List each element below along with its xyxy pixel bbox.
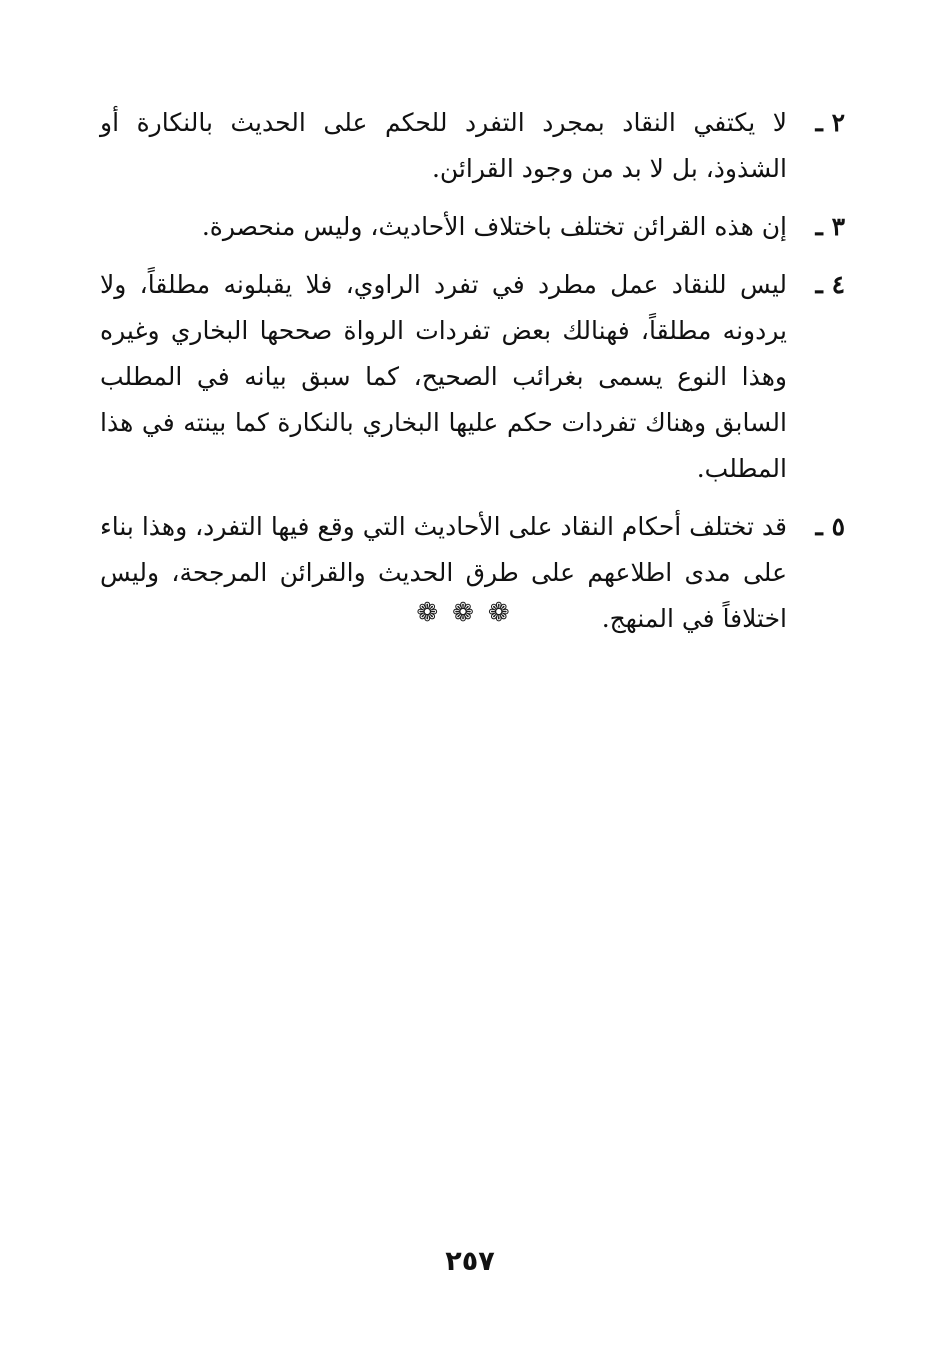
list-item-4	[100, 262, 845, 492]
item-text: ليس للنقاد عمل مطرد في تفرد الراوي، فلا يقبلونه مطلقاً، ولا يردونه مطلقاً، فهنالك بعض تفردات الرواة صححها البخاري وغيره وهذا النوع يسمى بغرائب الصحيح، كما سبق بيانه في المطلب السابق وهناك تفردات حكم عليها البخاري بالنكارة كما بينته في هذا المطلب.	[100, 270, 788, 483]
item-text: قد تختلف أحكام النقاد على الأحاديث التي وقع فيها التفرد، وهذا بناء على مدى اطلاعهم على طرق الحديث والقرائن المرجحة، وليس اختلافاً في المنهج.	[100, 512, 787, 633]
item-number: ٣ ـ	[815, 212, 845, 241]
section-end-ornament-icon: ❁❁❁	[416, 598, 524, 628]
item-number: ٥ ـ	[815, 512, 845, 541]
item-number: ٢ ـ	[815, 108, 845, 137]
item-text: إن هذه القرائن تختلف باختلاف الأحاديث، وليس منحصرة.	[201, 212, 787, 241]
item-number: ٤ ـ	[815, 270, 845, 299]
list-item-3	[100, 204, 845, 250]
list-item-2	[100, 100, 845, 192]
item-text: لا يكتفي النقاد بمجرد التفرد للحكم على الحديث بالنكارة أو الشذوذ، بل لا بد من وجود القرائن.	[100, 108, 787, 183]
page-number: ٢٥٧	[445, 1246, 495, 1277]
numbered-list	[100, 100, 845, 654]
